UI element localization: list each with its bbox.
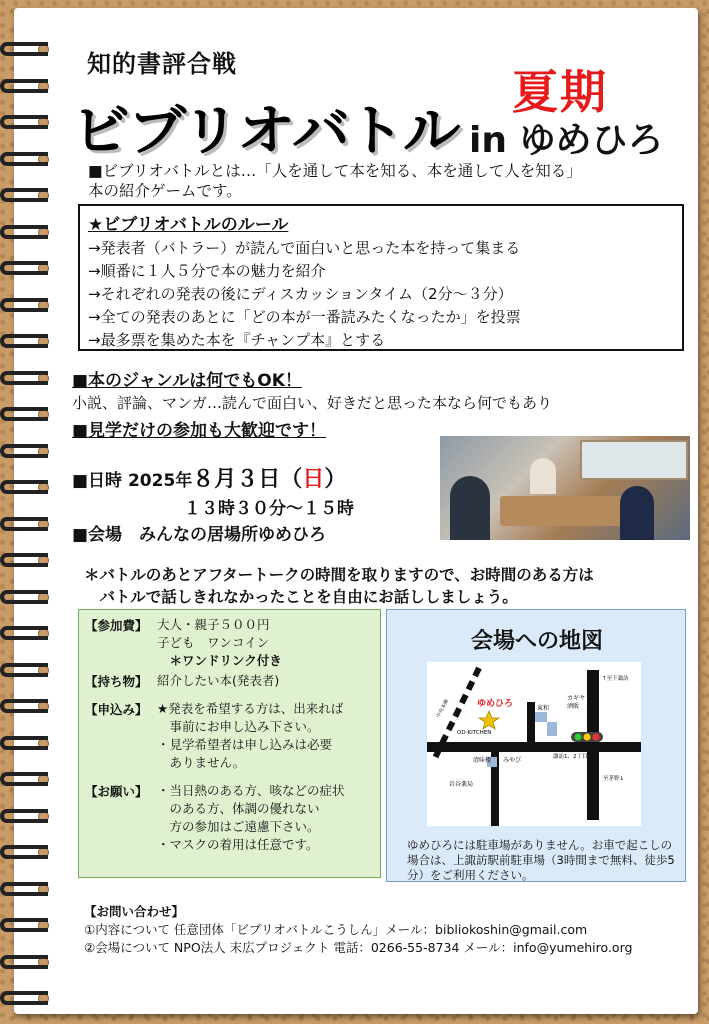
flyer-paper bbox=[14, 8, 698, 1014]
title-location: in ゆめひろ bbox=[469, 120, 664, 161]
visit-heading: ■見学だけの参加も大歓迎です！ bbox=[72, 421, 327, 441]
map-label-kitchen: OD-KITCHEN bbox=[457, 730, 492, 736]
fee-line: ＊ワンドリンク付き bbox=[157, 653, 282, 668]
map-label-crossing: 諏訪1、2丁目 bbox=[553, 754, 588, 760]
date-main: ８月３日（ bbox=[192, 467, 303, 492]
map-label-railway: 中央本線 bbox=[435, 698, 451, 719]
contact-title: 【お問い合わせ】 bbox=[84, 904, 185, 919]
note-line-2: バトルで話しきれなかったことを自由にお話ししましょう。 bbox=[84, 588, 518, 606]
apply-line: ありません。 bbox=[157, 755, 246, 770]
spiral-ring bbox=[0, 371, 48, 385]
event-date bbox=[72, 462, 346, 493]
spiral-ring bbox=[0, 480, 48, 494]
date-prefix: ■日時 2025年 bbox=[72, 471, 193, 491]
rule-item: →発表者（バトラー）が読んで面白いと思った本を持って集まる bbox=[88, 239, 521, 257]
fee-row bbox=[85, 616, 380, 670]
map-title: 会場への地図 bbox=[470, 629, 603, 654]
bring-row bbox=[85, 672, 380, 690]
intro-line-2: 本の紹介ゲームです。 bbox=[88, 182, 242, 200]
parking-note: ゆめひろには駐車場がありません。お車で起こしの場合は、上諏訪駅前駐車場（3時間まで無料、徒歩5分）をご利用ください。 bbox=[407, 838, 675, 882]
intro-line-1: ■ビブリオバトルとは…「人を通して本を知る、本を通して人を知る」 bbox=[88, 162, 582, 180]
venue-map bbox=[427, 662, 641, 826]
bank-building bbox=[535, 712, 547, 722]
contact-line-2: ②会場について NPO法人 末広プロジェクト 電話：0266-55-8734 メール：info@yumehiro.org bbox=[84, 940, 633, 955]
request-line: ・当日熱のある方、咳などの症状 bbox=[157, 783, 345, 798]
request-line: ・マスクの着用は任意です。 bbox=[157, 837, 319, 852]
info-box bbox=[78, 609, 381, 878]
rules-box bbox=[78, 204, 684, 351]
spiral-ring bbox=[0, 188, 48, 202]
season-label: 夏期 bbox=[512, 65, 608, 119]
bring-value: 紹介したい本(発表者) bbox=[157, 673, 280, 688]
apply-values bbox=[157, 700, 343, 772]
spiral-ring bbox=[0, 517, 48, 531]
spiral-ring bbox=[0, 845, 48, 859]
map-label-yumehiro: ゆめひろ bbox=[477, 699, 514, 709]
map-box bbox=[386, 609, 686, 882]
spiral-ring bbox=[0, 152, 48, 166]
genre-text: 小説、評論、マンガ…読んで面白い、好きだと思った本なら何でもあり bbox=[72, 394, 553, 412]
spiral-ring bbox=[0, 991, 48, 1005]
main-title: ビブリオバトル bbox=[72, 98, 459, 163]
fee-line: 大人・親子５００円 bbox=[157, 617, 270, 632]
rule-item: →全ての発表のあとに「どの本が一番読みたくなったか」を投票 bbox=[88, 308, 521, 326]
fee-values bbox=[157, 616, 282, 670]
request-line: のある方、体調の優れない bbox=[157, 801, 320, 816]
subtitle: 知的書評合戦 bbox=[87, 50, 237, 78]
rules-list bbox=[88, 237, 674, 352]
spiral-ring bbox=[0, 444, 48, 458]
apply-label: 【申込み】 bbox=[85, 702, 148, 717]
spiral-ring bbox=[0, 918, 48, 932]
event-venue: ■会場 みんなの居場所ゆめひろ bbox=[72, 525, 327, 545]
date-day: 日 bbox=[302, 467, 325, 492]
event-photo bbox=[440, 436, 690, 540]
intro-text bbox=[88, 161, 688, 201]
map-label-seimikan: 清味楼 bbox=[473, 757, 492, 764]
request-line: 方の参加はご遠慮下さい。 bbox=[157, 819, 320, 834]
spiral-ring bbox=[0, 809, 48, 823]
map-label-iwaya: 岩谷薬局 bbox=[449, 781, 474, 788]
apply-line: ・見学希望者は申し込みは必要 bbox=[157, 737, 333, 752]
spiral-ring bbox=[0, 955, 48, 969]
apply-line: ★発表を希望する方は、出来れば bbox=[157, 701, 344, 716]
spiral-ring bbox=[0, 261, 48, 275]
kagiya-building bbox=[547, 722, 557, 736]
map-label-kagiya: カギヤ bbox=[567, 695, 586, 702]
spiral-ring bbox=[0, 736, 48, 750]
spiral-ring bbox=[0, 115, 48, 129]
spiral-ring bbox=[0, 79, 48, 93]
note-line-1: ＊バトルのあとアフタートークの時間を取りますので、お時間のある方は bbox=[84, 566, 594, 584]
map-label-to-kamisuwa: 至茅野↓ bbox=[603, 776, 625, 782]
request-row bbox=[85, 782, 380, 854]
spiral-ring bbox=[0, 42, 48, 56]
date-close: ） bbox=[324, 467, 347, 492]
after-talk-note bbox=[84, 564, 694, 608]
spiral-ring bbox=[0, 334, 48, 348]
spiral-ring bbox=[0, 772, 48, 786]
vertical-road-mid bbox=[527, 702, 535, 752]
fee-label: 【参加費】 bbox=[85, 618, 148, 633]
spiral-ring bbox=[0, 225, 48, 239]
spiral-ring bbox=[0, 699, 48, 713]
rules-title: ★ビブリオバトルのルール bbox=[88, 215, 289, 235]
spiral-ring bbox=[0, 553, 48, 567]
map-label-kagiya2: 酒販 bbox=[567, 703, 580, 710]
fee-line: 子ども ワンコイン bbox=[157, 635, 270, 650]
contact-line-1: ①内容について 任意団体「ビブリオバトルこうしん」メール：bibliokoshin@gmail.com bbox=[84, 922, 588, 937]
bring-label: 【持ち物】 bbox=[85, 674, 148, 689]
genre-heading: ■本のジャンルは何でもOK！ bbox=[72, 371, 302, 391]
map-label-to-shimosuwa: ↑至下諏訪 bbox=[602, 676, 629, 682]
spiral-ring bbox=[0, 626, 48, 640]
request-values bbox=[157, 782, 345, 854]
map-label-miyabi: みやび bbox=[503, 757, 522, 764]
spiral-ring bbox=[0, 882, 48, 896]
rule-item: →それぞれの発表の後にディスカッションタイム（2分～３分） bbox=[88, 285, 513, 303]
spiral-ring bbox=[0, 590, 48, 604]
map-drawing bbox=[427, 662, 641, 826]
vertical-road-east bbox=[587, 670, 599, 820]
spiral-ring bbox=[0, 407, 48, 421]
apply-row bbox=[85, 700, 380, 772]
map-label-bank: 東和 bbox=[537, 705, 550, 712]
apply-line: 事前にお申し込み下さい。 bbox=[157, 719, 320, 734]
spiral-ring bbox=[0, 663, 48, 677]
request-label: 【お願い】 bbox=[85, 784, 148, 799]
rule-item: →順番に１人５分で本の魅力を紹介 bbox=[88, 262, 326, 280]
spiral-ring bbox=[0, 298, 48, 312]
contact-section bbox=[84, 903, 694, 957]
yumehiro-star-icon bbox=[479, 711, 499, 729]
rule-item: →最多票を集めた本を『チャンプ本』とする bbox=[88, 331, 386, 349]
event-time: １３時３０分～１５時 bbox=[184, 499, 354, 519]
